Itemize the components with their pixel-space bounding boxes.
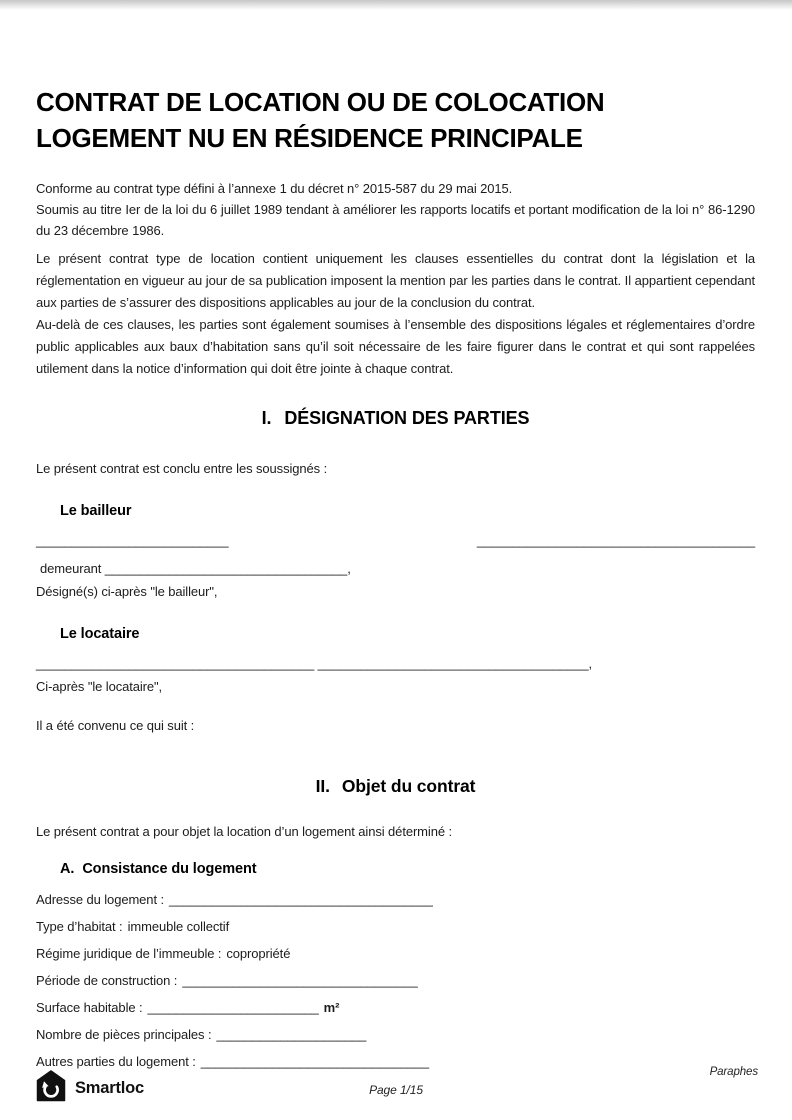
field-label: Adresse du logement : [36,892,164,907]
field-surface-habitable [36,994,755,1021]
agreement-line: Il a été convenu ce qui suit : [36,718,195,733]
bailleur-blank-row [36,530,755,551]
paraphes-label: Paraphes [709,1066,758,1078]
locataire-heading: Le locataire [60,626,140,642]
preamble-paragraph-2: Au-delà de ces clauses, les parties sont également soumises à l’ensemble des dispositions légales et réglementaires d’ordre public applicables aux baux d’habitation sans qu’il soit nécessaire de les faire figurer dans le contrat et qui sont rappelées utilement dans la notice d’information qui doit être jointe à chaque contrat. [36,317,755,376]
field-label: Surface habitable : [36,1000,143,1015]
field-value-blank: _________________________________ [182,973,418,988]
field-type-habitat [36,913,755,940]
field-adresse-logement [36,886,755,913]
legal-reference-line-1: Conforme au contrat type défini à l’annexe 1 du décret n° 2015-587 du 29 mai 2015. [36,181,513,196]
page-number: Page 1/15 [369,1083,423,1097]
page-edge-shadow [0,0,792,10]
subsection-a-number: A. [60,861,75,877]
field-label: Type d’habitat : [36,919,123,934]
field-unit-m2: m² [323,1000,340,1015]
demeurant-label: demeurant [40,561,102,576]
section-1-title: DÉSIGNATION DES PARTIES [284,408,530,428]
bailleur-address-line [36,558,755,579]
section-2-intro: Le présent contrat a pour objet la location d’un logement ainsi déterminé : [36,824,452,839]
bailleur-heading: Le bailleur [60,503,132,519]
document-title-line-2: LOGEMENT NU EN RÉSIDENCE PRINCIPALE [36,123,583,153]
document-title-line-1: CONTRAT DE LOCATION OU DE COLOCATION [36,87,605,117]
field-regime-juridique [36,940,755,967]
field-nombre-pieces [36,1021,755,1048]
subsection-a-title: Consistance du logement [82,861,257,877]
subsection-a-heading [60,861,755,877]
logement-fields [36,886,755,1075]
brand-name: Smartloc [75,1079,145,1097]
bailleur-name-blank-right: _______________________________________ [476,533,755,548]
document-title [36,84,755,156]
field-periode-construction [36,967,755,994]
field-value-blank: _____________________ [216,1027,367,1042]
section-2-number: II. [315,776,330,796]
section-2-heading [36,776,755,797]
locataire-blank-suffix: , [588,656,593,671]
section-1-number: I. [261,408,272,428]
bailleur-address-suffix: , [347,561,351,576]
field-value-blank: _____________________________________ [168,892,433,907]
locataire-name-blank-2: ______________________________________ [317,656,589,671]
bailleur-address-blank: __________________________________ [104,561,348,576]
field-value-blank: ________________________________ [200,1054,429,1069]
field-value: immeuble collectif [127,919,230,934]
field-value: copropriété [226,946,291,961]
section-2-title: Objet du contrat [341,776,476,796]
field-label: Autres parties du logement : [36,1054,196,1069]
legal-reference-line-2: Soumis au titre Ier de la loi du 6 juillet 1989 tendant à améliorer les rapports locatifs et portant modification de la loi n° 86-1290 du 23 décembre 1986. [36,202,755,238]
section-1-heading [36,408,755,429]
locataire-name-blank-1: _______________________________________ [36,656,315,671]
field-label: Régime juridique de l’immeuble : [36,946,222,961]
bailleur-name-blank: ___________________________ [36,533,229,548]
field-label: Période de construction : [36,973,178,988]
field-label: Nombre de pièces principales : [36,1027,212,1042]
preamble-paragraph-1: Le présent contrat type de location contient uniquement les clauses essentielles du contrat dont la législation et la réglementation en vigueur au jour de sa publication imposent la mention par les parties dans le contrat. Il appartient cependant aux parties de s’assurer des dispositions applicables au jour de la conclusion du contrat. [36,251,755,310]
section-1-intro: Le présent contrat est conclu entre les soussignés : [36,461,328,476]
field-value-blank: ________________________ [147,1000,319,1015]
locataire-designation: Ci-après "le locataire", [36,679,163,694]
preamble [36,248,755,380]
locataire-blank-row [36,653,755,674]
bailleur-designation: Désigné(s) ci-après "le bailleur", [36,584,218,599]
legal-references [36,178,755,241]
